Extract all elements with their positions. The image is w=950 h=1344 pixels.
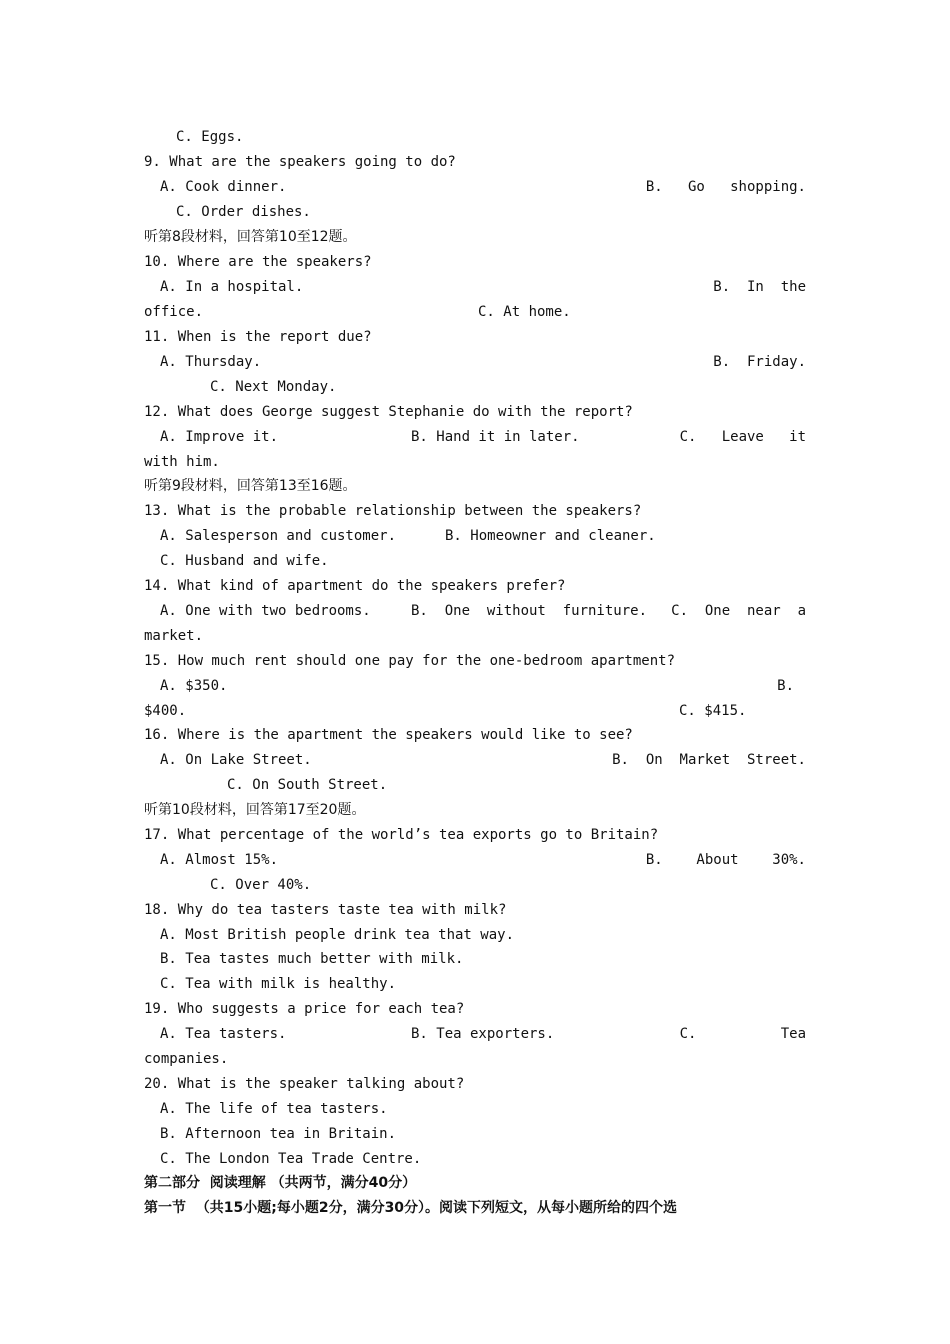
q15-options-row-2 xyxy=(144,699,806,724)
q10-option-b-cont: office. xyxy=(144,304,204,320)
q14-option-c: C. One near a xyxy=(671,603,806,619)
q14-option-a: A. One with two bedrooms. xyxy=(160,603,371,619)
q9-options-row xyxy=(160,175,806,200)
q19-options-row xyxy=(160,1022,806,1047)
q11-option-b: B. Friday. xyxy=(713,354,806,370)
q12-option-b: B. Hand it in later. xyxy=(411,429,580,445)
section-10-instruction: 听第10段材料，回答第17至20题。 xyxy=(144,802,366,818)
q15-option-b: B. xyxy=(777,678,794,694)
q10-options-row xyxy=(160,275,806,300)
q12-option-c: C. Leave it xyxy=(679,429,806,445)
q16-option-c: C. On South Street. xyxy=(227,777,388,793)
q10-options-row-2 xyxy=(144,300,806,325)
q12-option-c-cont: with him. xyxy=(144,454,220,470)
q17-option-c: C. Over 40%. xyxy=(210,877,312,893)
q19-option-a: A. Tea tasters. xyxy=(160,1026,287,1042)
q9-option-c: C. Order dishes. xyxy=(176,204,311,220)
q13-option-b: B. Homeowner and cleaner. xyxy=(445,528,656,544)
q14-option-c-cont: market. xyxy=(144,628,204,644)
q18-option-b: B. Tea tastes much better with milk. xyxy=(160,951,464,967)
q15-option-c: C. $415. xyxy=(679,703,747,719)
section-8-instruction: 听第8段材料，回答第10至12题。 xyxy=(144,229,357,245)
q11-option-c: C. Next Monday. xyxy=(210,379,337,395)
question-17: 17. What percentage of the world’s tea exports go to Britain? xyxy=(144,827,659,843)
q14-options-row xyxy=(160,599,806,624)
question-19: 19. Who suggests a price for each tea? xyxy=(144,1001,465,1017)
q20-option-a: A. The life of tea tasters. xyxy=(160,1101,388,1117)
q16-option-a: A. On Lake Street. xyxy=(160,752,312,768)
q15-option-b-value: $400. xyxy=(144,703,187,719)
q17-options-row xyxy=(160,848,806,873)
q11-option-a: A. Thursday. xyxy=(160,354,262,370)
question-18: 18. Why do tea tasters taste tea with milk? xyxy=(144,902,507,918)
q19-option-c-cont: companies. xyxy=(144,1051,229,1067)
q10-option-b: B. In the xyxy=(713,279,806,295)
question-13: 13. What is the probable relationship between the speakers? xyxy=(144,503,642,519)
question-9: 9. What are the speakers going to do? xyxy=(144,154,456,170)
q16-option-b: B. On Market Street. xyxy=(612,752,806,768)
q12-options-row xyxy=(160,425,806,450)
part-2-section-1-instruction: 第一节 （共15小题;每小题2分，满分30分）。阅读下列短文，从每小题所给的四个选 xyxy=(144,1200,678,1216)
q15-options-row xyxy=(160,674,806,699)
question-15: 15. How much rent should one pay for the one-bedroom apartment? xyxy=(144,653,676,669)
question-20: 20. What is the speaker talking about? xyxy=(144,1076,465,1092)
part-2-heading: 第二部分 阅读理解 （共两节，满分40分） xyxy=(144,1175,417,1191)
q9-option-b: B. Go shopping. xyxy=(645,179,806,195)
q14-option-b: B. One without furniture. xyxy=(411,603,648,619)
q18-option-a: A. Most British people drink tea that way. xyxy=(160,927,515,943)
question-10: 10. Where are the speakers? xyxy=(144,254,372,270)
question-14: 14. What kind of apartment do the speakers prefer? xyxy=(144,578,566,594)
q8-option-c: C. Eggs. xyxy=(176,129,244,145)
question-12: 12. What does George suggest Stephanie do with the report? xyxy=(144,404,633,420)
q13-option-a: A. Salesperson and customer. xyxy=(160,528,397,544)
q17-option-a: A. Almost 15%. xyxy=(160,852,279,868)
q19-option-c: C. Tea xyxy=(679,1026,806,1042)
q16-options-row xyxy=(160,748,806,773)
q12-option-a: A. Improve it. xyxy=(160,429,279,445)
q18-option-c: C. Tea with milk is healthy. xyxy=(160,976,397,992)
q13-options-row xyxy=(160,524,806,549)
q10-option-c: C. At home. xyxy=(478,304,571,320)
q20-option-c: C. The London Tea Trade Centre. xyxy=(160,1151,422,1167)
q15-option-a: A. $350. xyxy=(160,678,228,694)
question-11: 11. When is the report due? xyxy=(144,329,372,345)
q10-option-a: A. In a hospital. xyxy=(160,279,304,295)
q19-option-b: B. Tea exporters. xyxy=(411,1026,555,1042)
section-9-instruction: 听第9段材料，回答第13至16题。 xyxy=(144,478,357,494)
q9-option-a: A. Cook dinner. xyxy=(160,179,287,195)
q17-option-b: B. About 30%. xyxy=(645,852,806,868)
q13-option-c: C. Husband and wife. xyxy=(160,553,329,569)
q11-options-row xyxy=(160,350,806,375)
q20-option-b: B. Afternoon tea in Britain. xyxy=(160,1126,397,1142)
question-16: 16. Where is the apartment the speakers would like to see? xyxy=(144,727,633,743)
